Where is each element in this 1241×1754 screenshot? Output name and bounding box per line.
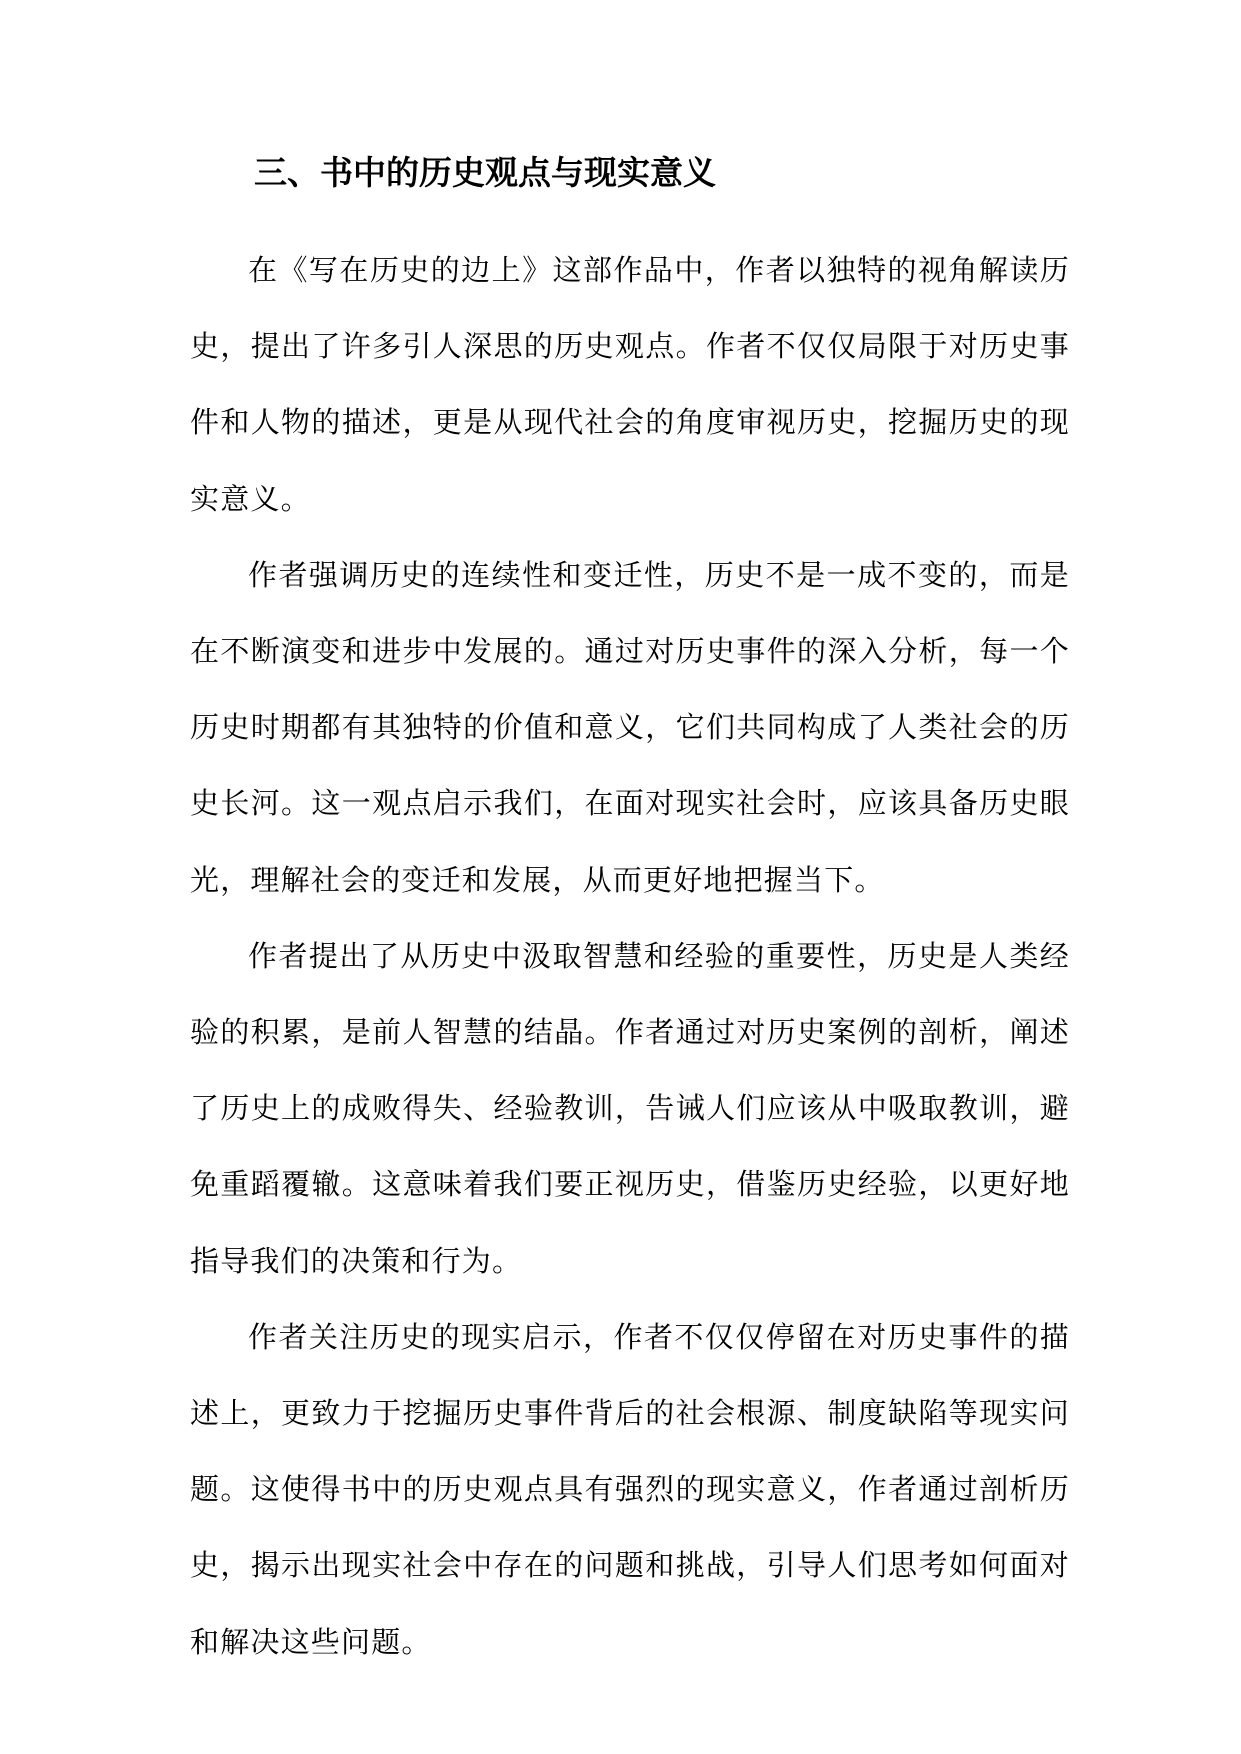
paragraph-3: 作者提出了从历史中汲取智慧和经验的重要性，历史是人类经验的积累，是前人智慧的结晶。作者通过对历史案例的剖析，阐述了历史上的成败得失、经验教训，告诫人们应该从中吸取教训，避免重蹈覆辙。这意味着我们要正视历史，借鉴历史经验，以更好地指导我们的决策和行为。 [190,938,1070,1278]
paragraph-1: 在《写在历史的边上》这部作品中，作者以独特的视角解读历史，提出了许多引人深思的历史观点。作者不仅仅局限于对历史事件和人物的描述，更是从现代社会的角度审视历史，挖掘历史的现实意义。 [190,253,1070,516]
section-heading: 三、书中的历史观点与现实意义 [254,153,716,192]
paragraph-2: 作者强调历史的连续性和变迁性，历史不是一成不变的，而是在不断演变和进步中发展的。通过对历史事件的深入分析，每一个历史时期都有其独特的价值和意义，它们共同构成了人类社会的历史长河。这一观点启示我们，在面对现实社会时，应该具备历史眼光，理解社会的变迁和发展，从而更好地把握当下。 [190,557,1070,897]
section-body [190,232,1070,1680]
paragraph-4: 作者关注历史的现实启示，作者不仅仅停留在对历史事件的描述上，更致力于挖掘历史事件背后的社会根源、制度缺陷等现实问题。这使得书中的历史观点具有强烈的现实意义，作者通过剖析历史，揭示出现实社会中存在的问题和挑战，引导人们思考如何面对和解决这些问题。 [190,1319,1070,1659]
